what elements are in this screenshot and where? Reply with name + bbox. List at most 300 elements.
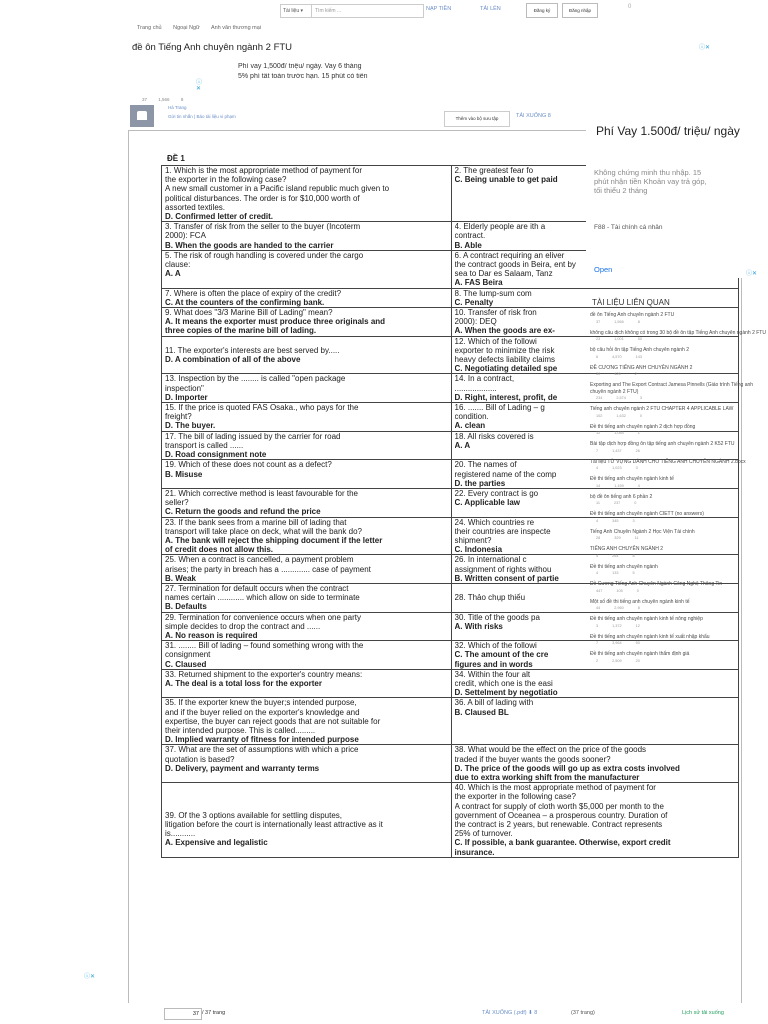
related-stat: 4	[596, 553, 599, 558]
related-stats	[590, 589, 766, 593]
question-line: 27. Termination for default occurs when the contract	[165, 583, 349, 593]
table-row	[162, 698, 739, 745]
question-line: clause:	[165, 260, 191, 270]
related-stat: 1,084	[614, 431, 624, 435]
author-links[interactable]: Gửi tin nhắn | Báo tài liệu vi phạm	[168, 114, 236, 119]
related-stat: 4	[637, 483, 640, 488]
add-to-collection-button[interactable]: Thêm vào bộ sưu tập	[444, 111, 510, 127]
ad-close-icon[interactable]: ⓘ✕	[699, 45, 711, 51]
question-line: credit, which one is the easi	[454, 678, 553, 688]
question-line: A. clean	[454, 421, 486, 431]
question-line: A contract for supply of cloth worth $5,000 per month to the	[454, 801, 664, 811]
question-line: the exporter in the following case?	[454, 792, 576, 802]
side-ad-open-button[interactable]: Open	[594, 265, 613, 274]
related-stats	[590, 536, 766, 540]
question-line: three copies of the marine bill of lading.	[165, 326, 317, 336]
question-line: D. the parties	[454, 478, 506, 488]
related-stat: 8	[632, 553, 635, 558]
tai-len-link[interactable]: TẢI LÊN	[480, 6, 501, 12]
question-line: D. Settelment by negotiatio	[454, 688, 558, 698]
question-line: 29. Termination for convenience occurs when one party	[165, 612, 361, 622]
related-stat: 44	[596, 606, 601, 610]
question-line: 14. In a contract,	[454, 374, 515, 384]
question-line: the contract is 2 years, but renewable. Contract represents	[454, 820, 663, 830]
question-left	[162, 517, 452, 555]
breadcrumb	[137, 25, 271, 31]
list-item[interactable]	[590, 365, 766, 377]
question-left	[162, 403, 452, 432]
related-title[interactable]: Exporting and The Export Contract Jamesa Pinnells (Giáo trình Tiếng anh chuyên ngành 2 FTU)	[590, 382, 754, 395]
question-left	[162, 250, 452, 288]
question-left	[162, 641, 452, 670]
related-documents	[590, 298, 766, 669]
related-stats	[590, 606, 766, 610]
list-item[interactable]	[590, 616, 766, 628]
question-line: C. The amount of the cre	[454, 650, 549, 660]
related-stat: 3	[596, 623, 599, 628]
question-line	[165, 802, 448, 811]
related-heading: TÀI LIỆU LIÊN QUAN	[592, 298, 670, 307]
related-stats	[590, 624, 766, 628]
related-title[interactable]: không câu dịch không có trong 30 bộ đề ôn tập Tiếng Anh chuyên ngành 2 FTU	[590, 329, 766, 336]
related-stat: 237	[613, 501, 621, 505]
menu-anh-van-thuong-mai[interactable]: Anh văn thương mại	[210, 25, 262, 31]
question-line: is...........	[165, 829, 196, 839]
question-line: 32. Which of the followi	[454, 641, 537, 651]
question-line: names certain ............ which allow on side to terminate	[165, 593, 360, 603]
question-line: 23. If the bank sees from a marine bill of lading that	[165, 517, 347, 527]
side-ad-sponsor: F88 - Tài chính cá nhân	[594, 224, 663, 231]
related-stats	[590, 554, 766, 558]
list-item[interactable]	[590, 382, 766, 400]
question-line: D. Importer	[165, 392, 208, 402]
question-left	[162, 745, 452, 783]
related-stats	[590, 501, 766, 505]
related-stat: 1,023	[612, 466, 622, 470]
side-ad-headline: Phí Vay 1.500đ/ triệu/ ngày	[596, 124, 740, 138]
related-title[interactable]: Đề thi tiếng anh chuyên ngành	[590, 563, 658, 570]
question-line: C. Being unable to get paid	[454, 175, 558, 185]
question-line: insurance.	[454, 847, 495, 857]
question-line: 13. Inspection by the ........ is called "open package	[165, 374, 346, 384]
related-stat: 2,574	[616, 396, 626, 400]
related-stat: 143	[635, 354, 642, 359]
related-stat: 3	[632, 518, 635, 523]
list-item[interactable]	[590, 441, 766, 453]
question-line: 7. Where is often the place of expiry of the credit?	[165, 288, 342, 298]
question-line	[165, 792, 448, 801]
question-line: C. At the counters of the confirming bank.	[165, 297, 325, 307]
table-row	[162, 783, 739, 858]
related-stat: 12	[635, 623, 640, 628]
question-line: condition.	[454, 412, 489, 422]
view-count: 1,566	[158, 97, 170, 102]
question-line: A. It means the exporter must produce three originals and	[165, 317, 386, 327]
question-left	[162, 166, 452, 222]
question-line: D. The buyer.	[165, 421, 216, 431]
question-line: freight?	[165, 412, 192, 422]
left-ad-close-icon[interactable]: ⓘ✕	[84, 974, 96, 980]
related-stat: 0	[636, 588, 639, 593]
related-stat: 105	[616, 588, 623, 593]
question-line: litigation before the court is internationally least attractive as it	[165, 820, 383, 830]
related-title[interactable]: ĐỀ CƯƠNG TIẾNG ANH CHUYÊN NGÀNH 2	[590, 364, 693, 371]
question-line: 38. What would be the effect on the price of the goods	[454, 745, 647, 755]
question-line: government of Oceanea – a prosperous country. Duration of	[454, 810, 668, 820]
related-stat: 2,960	[614, 606, 624, 610]
related-stat: 329	[614, 536, 621, 540]
related-stat: 2	[596, 658, 599, 663]
related-stats	[590, 449, 766, 453]
related-stats	[590, 431, 766, 435]
related-stats	[590, 571, 766, 575]
question-line: 30. Title of the goods pa	[454, 612, 540, 622]
question-line: the contract goods in Beira, ent by	[454, 260, 576, 270]
question-line: political disturbances. The order is for $10,000 worth of	[165, 193, 360, 203]
related-stat: 1,632	[616, 413, 626, 418]
list-item[interactable]	[590, 424, 766, 436]
related-stat: 8	[637, 606, 640, 610]
related-stat: 133	[612, 571, 619, 575]
related-title[interactable]: Đề thi tiếng anh chuyên ngành kinh tế nông nghiệp	[590, 616, 703, 622]
question-line: C. Negotiating detailed spe	[454, 364, 558, 374]
question-line: arises; the party in breach has a ............. case of payment	[165, 564, 371, 574]
question-line: B. When the goods are handed to the carrier	[165, 240, 334, 250]
list-item[interactable]	[590, 406, 766, 418]
question-line: 3. Transfer of risk from the seller to the buyer (Incoterm	[165, 222, 361, 232]
related-stat: 426	[614, 372, 621, 376]
related-title[interactable]: Đề thi tiếng anh chuyên ngành 2 dịch hợp đồng	[590, 423, 696, 430]
question-line: simple decides to drop the contract and ......	[165, 621, 321, 631]
avatar[interactable]	[130, 105, 154, 127]
question-line: inspection"	[165, 383, 204, 393]
question-line: D. Delivery, payment and warranty terms	[165, 763, 320, 773]
question-line: 5. The risk of rough handling is covered under the cargo	[165, 250, 364, 260]
related-title[interactable]: Đề thi tiếng anh chuyên ngành kinh tế	[590, 476, 674, 482]
question-line: C. Applicable law	[454, 498, 520, 508]
question-right	[451, 669, 739, 698]
list-item[interactable]	[590, 634, 766, 646]
question-line: shipment?	[454, 535, 492, 545]
doc-stats	[142, 97, 193, 102]
question-line: 10. Transfer of risk fron	[454, 308, 537, 318]
list-item[interactable]	[590, 459, 766, 471]
related-stat: 102	[596, 413, 603, 418]
user-icon	[137, 111, 147, 120]
related-stat: 4,570	[612, 354, 622, 359]
notification-icon[interactable]: 0	[628, 4, 632, 10]
ad-line-1: Phí vay 1,500đ/ triệu/ ngày. Vay 6 tháng	[238, 63, 362, 70]
question-line: and if the buyer relied on the exporter's knowledge and	[165, 707, 360, 717]
question-left	[162, 488, 452, 517]
related-stat: 234	[596, 396, 603, 400]
question-line: 21. Which corrective method is least favourable for the	[165, 488, 358, 498]
download-count: 8	[180, 97, 184, 102]
related-stat: 1	[637, 431, 640, 435]
related-stat: 23	[596, 337, 601, 341]
question-line: A. With risks	[454, 621, 503, 631]
question-left	[162, 222, 452, 251]
related-stat: 4	[596, 518, 599, 523]
question-line: exporter to minimize the risk	[454, 345, 555, 355]
question-left	[162, 431, 452, 460]
related-stat: 26	[635, 448, 640, 453]
question-right	[451, 783, 739, 858]
related-stats	[590, 519, 766, 523]
question-line: of credit does not allow this.	[165, 545, 274, 555]
question-left	[162, 583, 452, 612]
category-select[interactable]: Tài liệu ▾	[280, 4, 312, 18]
table-row	[162, 669, 739, 698]
top-bar	[0, 0, 768, 20]
question-line: 24. Which countries re	[454, 517, 535, 527]
question-line: their intended purpose. This is called.........	[165, 725, 316, 735]
related-title[interactable]: Tiếng Anh Chuyên Ngành 2 Học Viện Tài chính	[590, 528, 695, 535]
side-advertisement[interactable]	[586, 118, 768, 278]
related-title[interactable]: bộ đề ôn tiếng anh 6 phần 2	[590, 493, 653, 500]
related-stat: 4	[596, 571, 599, 575]
download-history-link[interactable]: Lịch sử tải xuống	[682, 1010, 724, 1016]
related-title[interactable]: Đề thi tiếng anh chuyên ngành kinh tế xuất nhập khẩu	[590, 633, 710, 640]
question-line: ...................	[454, 383, 497, 393]
list-item[interactable]	[590, 599, 766, 611]
list-item[interactable]	[590, 494, 766, 506]
related-stat: 3,964	[612, 641, 622, 645]
question-line: 31. ........ Bill of lading – found something wrong with the	[165, 641, 364, 651]
question-line: C. If possible, a bank guarantee. Otherwise, export credit	[454, 838, 671, 848]
question-line: A. A	[165, 269, 181, 279]
list-item[interactable]	[590, 476, 766, 488]
related-title[interactable]: Đề thi tiếng anh chuyên ngành CIETT (no answers)	[590, 511, 704, 517]
related-stat: 3	[639, 396, 642, 400]
exam-heading: ĐỀ 1	[167, 154, 185, 163]
related-stat: 1,437	[612, 448, 622, 453]
related-title[interactable]: Một số đề thi tiếng anh chuyên ngành kinh tế	[590, 598, 690, 605]
question-line: B. Able	[454, 240, 482, 250]
ad-line-2: 5% phí tất toán trước hạn. 15 phút có tiền	[238, 73, 368, 80]
related-stat: 4	[596, 466, 599, 470]
related-stats	[590, 414, 766, 418]
related-stats	[590, 396, 766, 400]
list-item[interactable]	[590, 330, 766, 342]
question-left	[162, 336, 452, 374]
related-stats	[590, 320, 766, 324]
related-title[interactable]: TIẾNG ANH CHUYÊN NGÀNH 2	[590, 546, 664, 552]
question-line: B. Misuse	[165, 469, 203, 479]
question-line: 39. Of the 3 options available for settling disputes,	[165, 810, 342, 820]
question-line: C. Penalty	[454, 297, 494, 307]
nap-tien-link[interactable]: NẠP TIỀN	[426, 6, 452, 12]
question-line: 17. The bill of lading issued by the carrier for road	[165, 431, 341, 441]
question-line: figures and in words	[454, 659, 533, 669]
question-line: D. Right, interest, profit, de	[454, 392, 558, 402]
question-line: 28. Thảo chụp thiếu	[454, 593, 526, 603]
related-stat: 1,372	[612, 623, 622, 628]
related-stats	[590, 484, 766, 488]
login-button[interactable]: Đăng nhập	[562, 3, 598, 18]
related-stat: 14	[596, 483, 601, 488]
list-item[interactable]	[590, 312, 766, 324]
question-line: 36. A bill of lading with	[454, 698, 534, 708]
related-title[interactable]: Bài tập dịch hợp đồng ôn tập tiếng anh chuyên ngành 2 K52 FTU	[590, 441, 735, 447]
page-count: 37	[142, 97, 148, 102]
question-line: A. No reason is required	[165, 630, 258, 640]
question-line: A new small customer in a Pacific island republic much given to	[165, 184, 390, 194]
related-stat: 264	[612, 553, 619, 558]
side-ad-close-icon[interactable]: ⓘ✕	[746, 271, 758, 277]
question-left	[162, 460, 452, 489]
related-stats	[590, 355, 766, 359]
related-stat: 12	[596, 431, 601, 435]
table-row	[162, 745, 739, 783]
question-line: B. Claused BL	[454, 707, 509, 717]
question-left	[162, 374, 452, 403]
ad-info-icon[interactable]: ⓘ ✕	[196, 80, 203, 92]
question-left	[162, 555, 452, 584]
related-stat: 8	[637, 319, 640, 324]
question-line: C. Return the goods and refund the price	[165, 507, 321, 517]
total-pages: / 37 trang	[202, 1010, 226, 1016]
question-line: the exporter in the following case?	[165, 175, 287, 185]
question-line: B. Defaults	[165, 602, 207, 612]
question-line: 20. The names of	[454, 460, 517, 470]
related-stat: 37	[596, 319, 601, 324]
question-line: 18. All risks covered is	[454, 431, 534, 441]
question-line: 2000): DEQ	[454, 317, 497, 327]
question-line: 4. Elderly people are ith a	[454, 222, 546, 232]
question-line: D. Road consignment note	[165, 450, 267, 460]
related-stat: 2	[634, 372, 637, 376]
list-item[interactable]	[590, 651, 766, 663]
question-line: heavy defects liability claims	[454, 355, 555, 365]
question-line: D. Confirmed letter of credit.	[165, 212, 274, 222]
search-input[interactable]: Tìm kiếm ...	[311, 4, 424, 18]
question-line	[165, 783, 448, 792]
page-number-input[interactable]: 37	[164, 1008, 202, 1020]
question-left	[162, 698, 452, 745]
question-line: 2000): FCA	[165, 231, 206, 241]
question-line: 11. The exporter's interests are best served by.....	[165, 345, 340, 355]
author-name[interactable]: Hà Trang	[168, 105, 187, 110]
side-ad-body: Không chứng minh thu nhập. 15 phút nhận tiền Khoản vay trả góp, tối thiểu 2 tháng	[594, 168, 707, 195]
related-title[interactable]: bộ câu hỏi ôn tập Tiếng Anh chuyên ngành 2	[590, 347, 689, 353]
related-stat: 50	[635, 641, 640, 645]
question-line	[165, 337, 448, 346]
related-stat: 1,566	[614, 319, 624, 324]
page-title: đề ôn Tiếng Anh chuyên ngành 2 FTU	[132, 42, 293, 53]
question-line: transport is called ......	[165, 440, 244, 450]
question-line: D. The price of the goods will go up as extra costs involved	[454, 763, 680, 773]
question-line: contract.	[454, 231, 486, 241]
related-title[interactable]: đề ôn Tiếng Anh chuyên ngành 2 FTU	[590, 312, 675, 318]
question-line: A. When the goods are ex-	[454, 326, 555, 336]
question-line: 12. Which of the followi	[454, 336, 537, 346]
question-line: 9. What does "3/3 Marine Bill of Lading" mean?	[165, 308, 333, 318]
question-line: 26. In international c	[454, 555, 527, 565]
question-line: sea to Dar es Salaam, Tanz	[454, 269, 553, 279]
related-stat: 11	[596, 501, 600, 505]
question-line: B. Written consent of partie	[454, 573, 559, 583]
list-item[interactable]	[590, 581, 766, 593]
related-stat: 2,509	[612, 658, 622, 663]
related-title[interactable]: Tiếng anh chuyên ngành 2 FTU CHAPTER 4 APPLICABLE LAW	[590, 406, 734, 412]
question-line: A. The bank will reject the shipping document if the letter	[165, 535, 383, 545]
related-stat: 30	[596, 372, 601, 376]
question-line: 16. ....... Bill of Lading – g	[454, 403, 545, 413]
download-button[interactable]: TẢI XUỐNG 8	[516, 113, 551, 119]
question-line: 22. Every contract is go	[454, 488, 539, 498]
menu-ngoai-ngu[interactable]: Ngoại Ngữ	[173, 25, 200, 31]
question-left	[162, 612, 452, 641]
question-line: 6. A contract requiring an eliver	[454, 250, 565, 260]
question-line: quotation is based?	[165, 754, 235, 764]
question-line: D. Implied warranty of fitness for intended purpose	[165, 735, 359, 745]
question-line: 25. When a contract is cancelled, a payment problem	[165, 555, 354, 565]
question-line: A. Expensive and legalistic	[165, 838, 268, 848]
related-stat: 3	[635, 466, 638, 470]
list-item[interactable]	[590, 529, 766, 541]
question-line: their countries are inspecte	[454, 526, 551, 536]
question-line: 37. What are the set of assumptions with which a price	[165, 745, 359, 755]
related-stat: 20	[635, 658, 640, 663]
question-line: A. FAS Beira	[454, 278, 503, 288]
question-line: 34. Within the four alt	[454, 669, 531, 679]
menu-home[interactable]: Trang chủ	[137, 25, 162, 31]
question-line: transport will take place on deck, what will the bank do?	[165, 526, 362, 536]
list-item[interactable]	[590, 546, 766, 558]
question-line: 40. Which is the most appropriate method of payment for	[454, 783, 656, 793]
related-stat: 1,001	[614, 337, 624, 341]
question-line: traded if the buyer wants the goods sooner?	[454, 754, 611, 764]
related-title[interactable]: Đề thi tiếng anh chuyên ngành thẩm định giá	[590, 651, 690, 657]
related-stat: 345	[612, 518, 619, 523]
question-line: 25% of turnover.	[454, 829, 513, 839]
related-stat: 11	[634, 536, 639, 540]
related-stat: 6	[596, 354, 599, 359]
related-title[interactable]: Tài liệu TỪ VỰNG DÀNH CHO TIẾNG ANH CHUYÊN NGÀNH 2.docx	[590, 458, 746, 465]
top-advertisement[interactable]	[198, 55, 408, 91]
question-left	[162, 669, 452, 698]
related-stat: 5	[632, 571, 635, 575]
register-button[interactable]: Đăng ký	[526, 3, 558, 18]
question-line: D. A combination of all of the above	[165, 355, 301, 365]
related-stat: 0	[634, 501, 637, 505]
question-line: 35. If the exporter knew the buyer;s intended purpose,	[165, 698, 357, 708]
related-stat: 0	[639, 413, 642, 418]
question-line: C. Claused	[165, 659, 207, 669]
question-line: 2. The greatest fear fo	[454, 166, 534, 175]
question-left	[162, 783, 452, 858]
question-line: consignment	[165, 650, 211, 660]
related-stat: 7	[596, 641, 599, 645]
question-left	[162, 308, 452, 337]
related-stats	[590, 337, 766, 341]
related-stat: 447	[596, 588, 603, 593]
related-title[interactable]: Đề Cương Tiếng Anh Chuyên Ngành Công Nghệ Thông Tin	[590, 581, 723, 587]
question-line: 33. Returned shipment to the exporter's country means:	[165, 669, 363, 679]
question-left	[162, 288, 452, 307]
list-item[interactable]	[590, 511, 766, 523]
related-stats	[590, 641, 766, 645]
question-line: assignment of rights withou	[454, 564, 552, 574]
question-line: 15. If the price is quoted FAS Osaka., who pays for the	[165, 403, 359, 413]
bottom-download-button[interactable]: TẢI XUỐNG (.pdf) ⬇ 8	[482, 1010, 538, 1016]
list-item[interactable]	[590, 564, 766, 576]
list-item[interactable]	[590, 347, 766, 359]
bottom-bar	[0, 1003, 768, 1024]
related-stats	[590, 466, 766, 470]
question-right	[451, 698, 739, 745]
